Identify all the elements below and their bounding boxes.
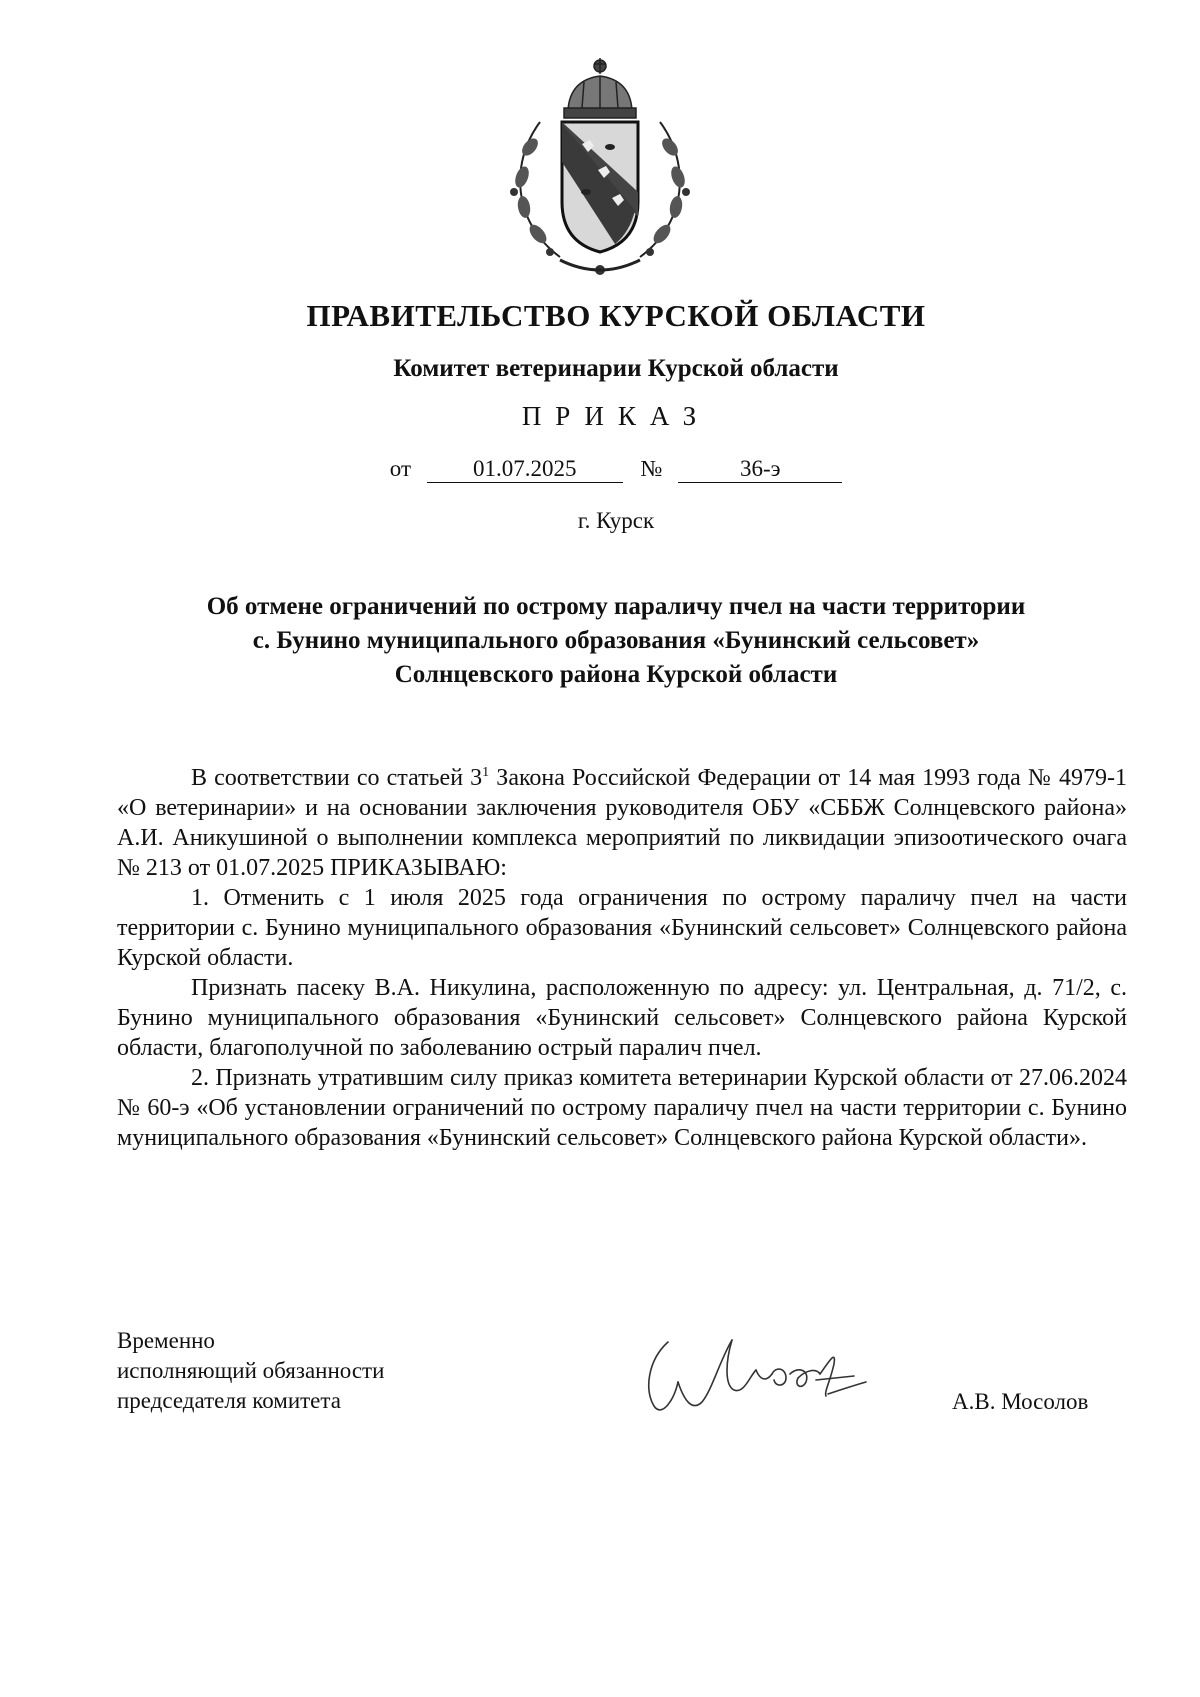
position-line: исполняющий обязанности	[117, 1358, 385, 1383]
preamble-paragraph	[117, 758, 1127, 883]
article-superscript: 1	[482, 765, 490, 780]
order-number: 36-э	[678, 456, 842, 483]
subject-line: Об отмене ограничений по острому параличу пчел на части территории	[206, 593, 1026, 620]
document-type: ПРИКАЗ	[521, 401, 711, 431]
order-body	[117, 758, 1127, 1153]
clause-1-paragraph: 1. Отменить с 1 июля 2025 года ограничения по острому параличу пчел на части территории с. Бунино муниципального образования «Бунинский сельсовет» Солнцевского района Курской области.	[117, 885, 1127, 971]
clause-1-second-paragraph: Признать пасеку В.А. Никулина, расположенную по адресу: ул. Центральная, д. 71/2, с. Бунино муниципального образования «Бунинский сельсовет» Солнцевского района Курской области, благополучной по заболеванию острый паралич пчел.	[117, 975, 1127, 1061]
preamble-text-end: Закона Российской Федерации от 14 мая 1993 года № 4979-1 «О ветеринарии» и на основании заключения руководителя ОБУ «СББЖ Солнцевского района» А.И. Аникушиной о выполнении комплекса мероприятий по ликвидации эпизоотического очага № 213 от 01.07.2025 ПРИКАЗЫВАЮ:	[117, 765, 1127, 881]
signatory-position	[117, 1326, 384, 1416]
order-subject	[0, 590, 1200, 692]
preamble-text-start: В соответствии со статьей 3	[191, 765, 483, 791]
organization-title: ПРАВИТЕЛЬСТВО КУРСКОЙ ОБЛАСТИ	[306, 298, 926, 333]
position-line: Временно	[117, 1328, 215, 1353]
number-label: №	[640, 456, 663, 481]
handwritten-signature	[640, 1330, 890, 1420]
clause-2-paragraph: 2. Признать утратившим силу приказ комитета ветеринарии Курской области от 27.06.2024 № 60-э «Об установлении ограничений по острому параличу пчел на части территории с. Бунино муниципального образования «Бунинский сельсовет» Солнцевского района Курской области».	[117, 1065, 1127, 1151]
subject-line: Солнцевского района Курской области	[394, 661, 838, 688]
coat-of-arms-emblem	[500, 52, 700, 282]
committee-name: Комитет ветеринарии Курской области	[393, 355, 839, 382]
subject-line: с. Бунино муниципального образования «Бунинский сельсовет»	[252, 627, 980, 654]
order-date-number-line	[0, 456, 1200, 483]
signatory-name: А.В. Мосолов	[952, 1389, 1089, 1414]
position-line: председателя комитета	[117, 1388, 341, 1413]
from-label: от	[389, 456, 412, 481]
city: г. Курск	[577, 508, 655, 533]
order-date: 01.07.2025	[427, 456, 623, 483]
